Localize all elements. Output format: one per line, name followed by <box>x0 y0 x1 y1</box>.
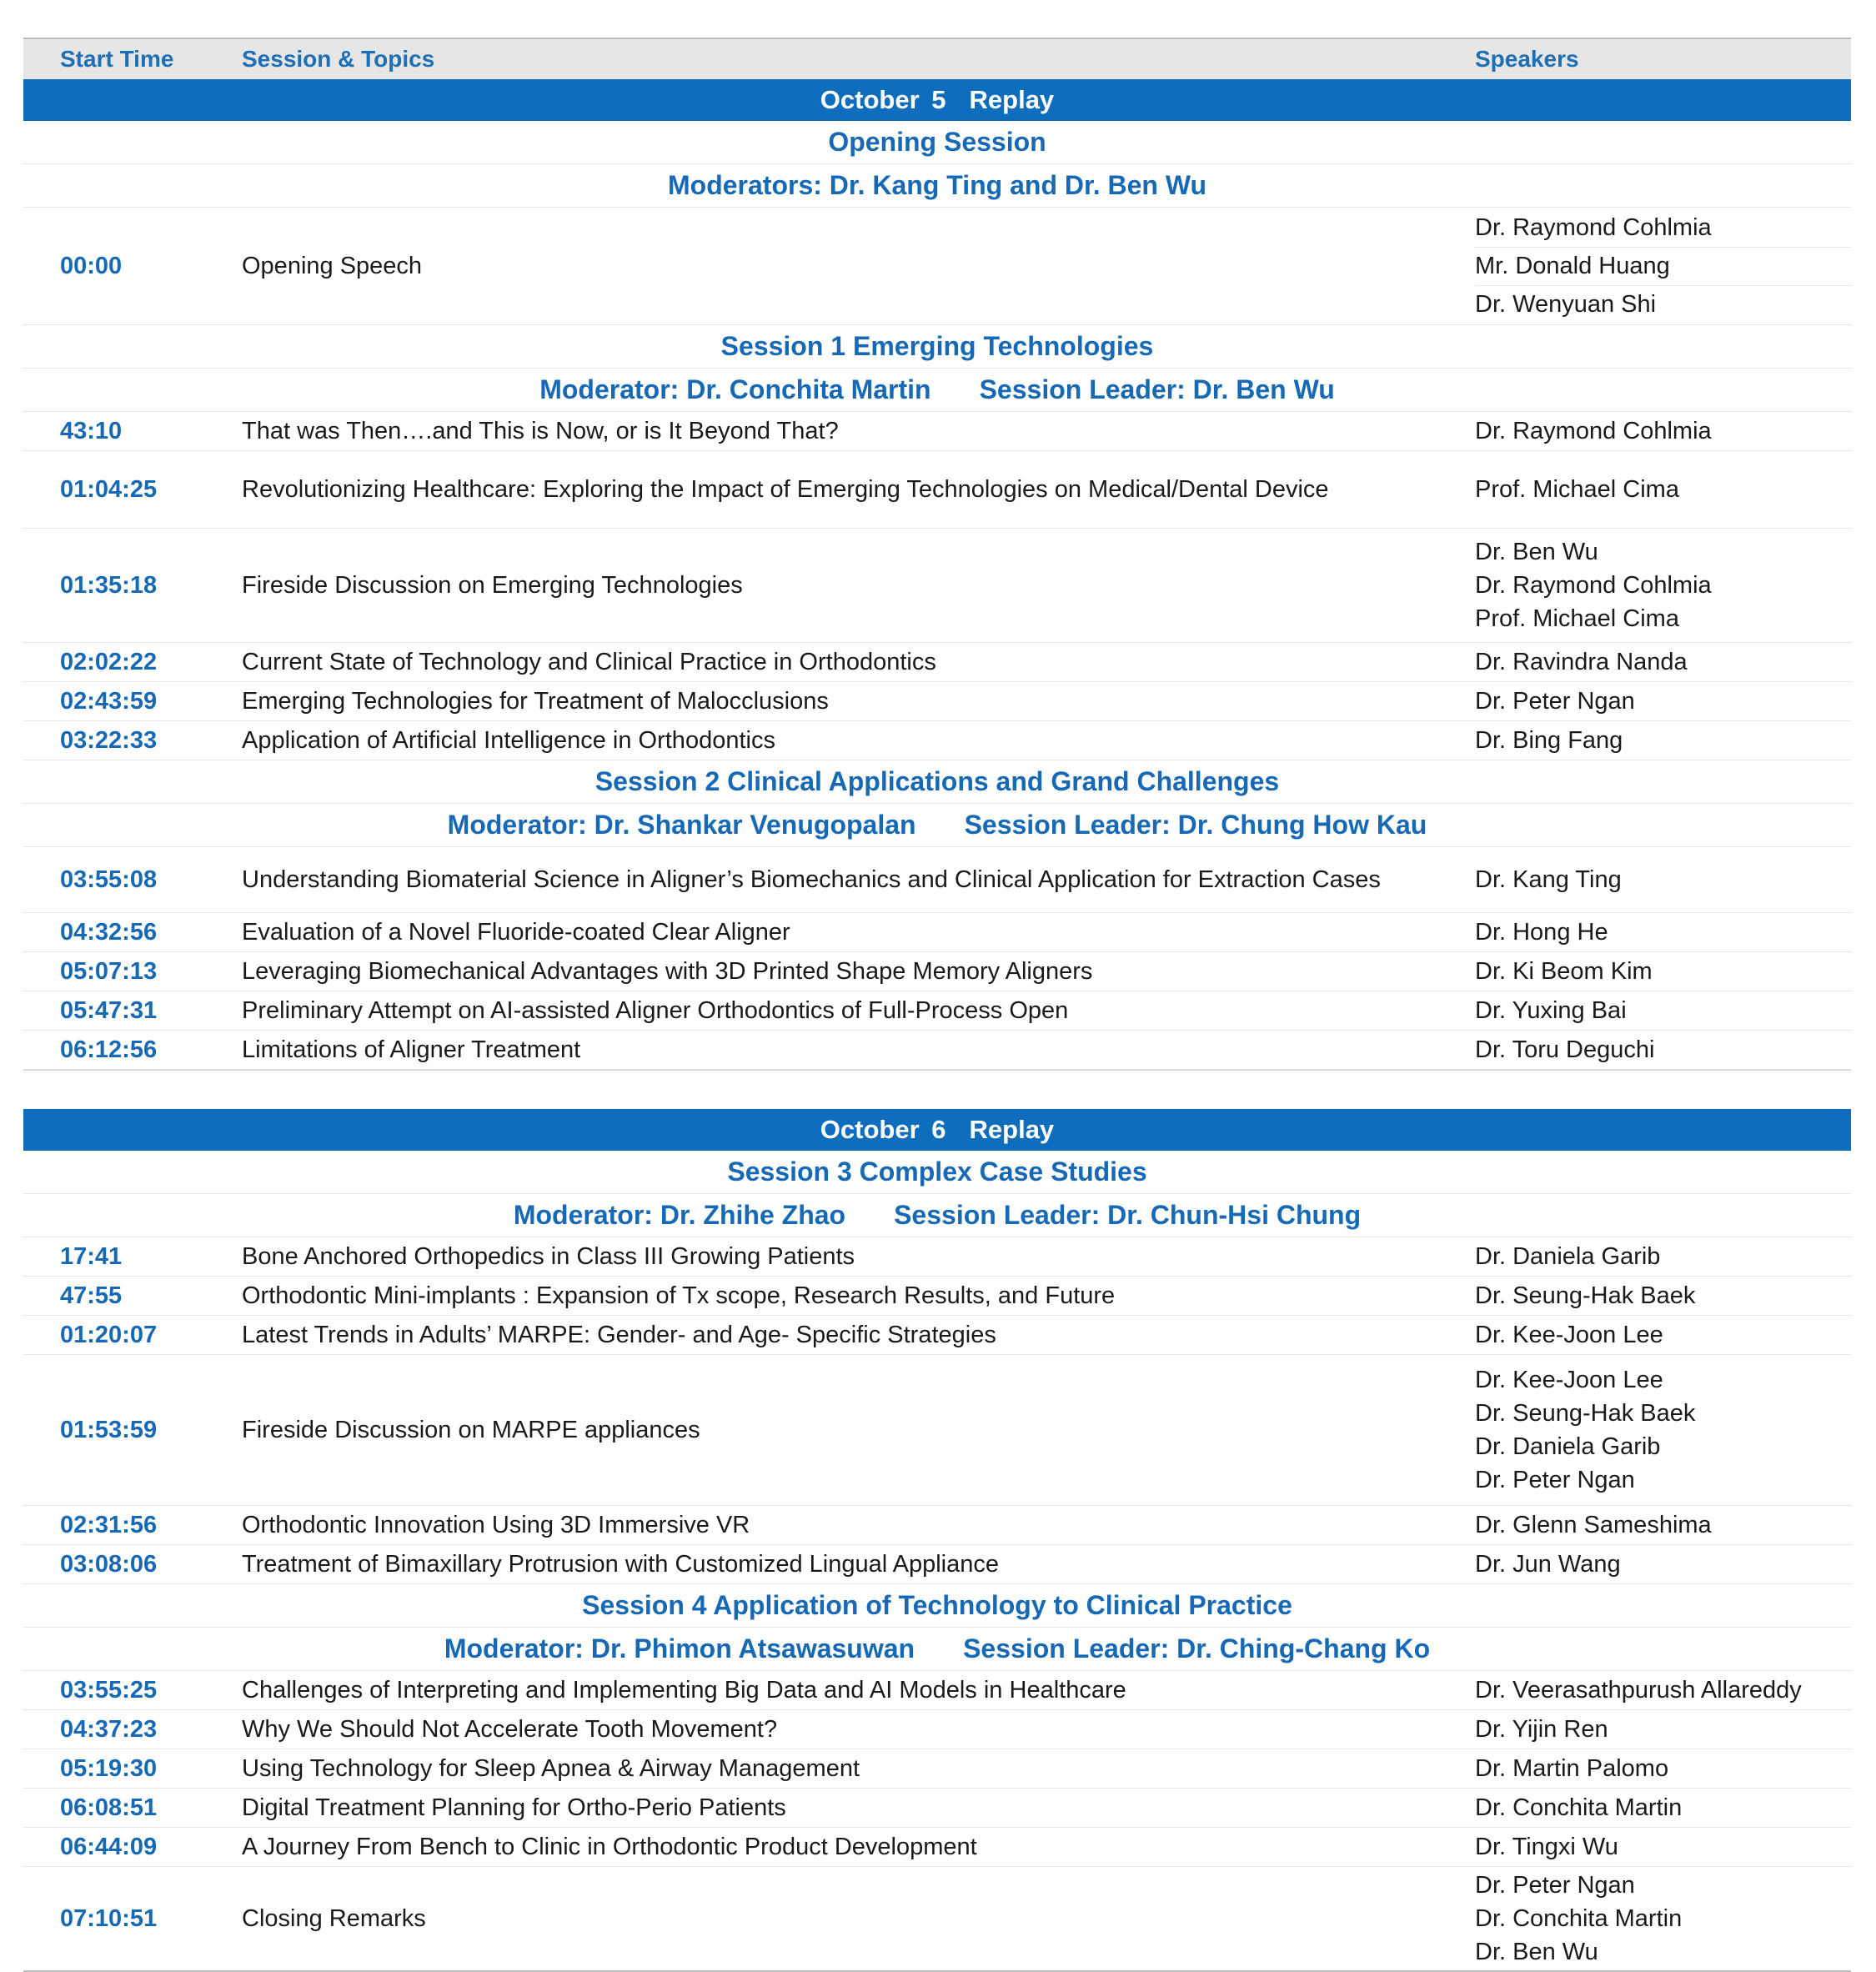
topic-title: Preliminary Attempt on AI-assisted Aligner Orthodontics of Full-Process Open <box>242 996 1069 1024</box>
speaker-name: Dr. Tingxi Wu <box>1475 1834 1618 1860</box>
topic-title: Orthodontic Mini-implants : Expansion of Tx scope, Research Results, and Future <box>242 1282 1116 1309</box>
speaker-name: Dr. Kang Ting <box>1475 866 1622 893</box>
speaker-list <box>1475 1033 1851 1066</box>
speaker-name: Mr. Donald Huang <box>1475 248 1851 286</box>
topic-title: Why We Should Not Accelerate Tooth Movement? <box>242 1715 778 1743</box>
speaker-list <box>1475 1752 1851 1785</box>
moderator-label: Session Leader: Dr. Chun-Hsi Chung <box>894 1200 1362 1230</box>
speaker-list <box>1475 1791 1851 1824</box>
speaker-name: Dr. Raymond Cohlmia <box>1475 209 1851 248</box>
table-row <box>23 1749 1851 1789</box>
speaker-list <box>1475 1363 1851 1497</box>
table-row <box>23 1031 1851 1070</box>
session-moderators <box>23 1628 1851 1671</box>
speaker-name: Dr. Kee-Joon Lee <box>1475 1322 1663 1348</box>
table-row <box>23 991 1851 1031</box>
speaker-list <box>1475 685 1851 718</box>
speaker-list <box>1475 1673 1851 1707</box>
table-row <box>23 529 1851 643</box>
table-row <box>23 1671 1851 1710</box>
start-time: 05:47:31 <box>60 996 158 1024</box>
speaker-list <box>1475 1508 1851 1542</box>
speaker-list <box>1475 209 1851 324</box>
topic-title: Limitations of Aligner Treatment <box>242 1036 581 1063</box>
speaker-name: Dr. Peter Ngan <box>1475 688 1635 715</box>
column-header-speakers: Speakers <box>1475 46 1579 72</box>
day-label: Replay <box>969 85 1055 114</box>
topic-title: Bone Anchored Orthopedics in Class III Growing Patients <box>242 1242 855 1270</box>
moderator-label: Session Leader: Dr. Chung How Kau <box>964 810 1427 840</box>
start-time: 03:55:08 <box>60 866 158 893</box>
start-time: 01:04:25 <box>60 475 158 503</box>
moderator-label: Moderator: Dr. Shankar Venugopalan <box>447 810 916 840</box>
start-time: 02:02:22 <box>60 648 158 675</box>
day-label: Replay <box>969 1115 1055 1144</box>
start-time: 03:08:06 <box>60 1550 158 1578</box>
start-time: 47:55 <box>60 1282 123 1309</box>
table-row <box>23 1316 1851 1355</box>
moderator-label: Moderator: Dr. Zhihe Zhao <box>513 1200 846 1230</box>
table-row <box>23 1789 1851 1828</box>
speaker-list <box>1475 955 1851 988</box>
start-time: 02:31:56 <box>60 1511 158 1538</box>
speaker-name: Dr. Jun Wang <box>1475 1551 1621 1578</box>
topic-title: Orthodontic Innovation Using 3D Immersive VR <box>242 1511 750 1538</box>
start-time: 04:32:56 <box>60 918 158 946</box>
speaker-name: Dr. Yuxing Bai <box>1475 997 1627 1024</box>
speaker-list <box>1475 994 1851 1027</box>
table-row <box>23 721 1851 760</box>
table-header <box>23 38 1851 79</box>
speaker-name: Dr. Bing Fang <box>1475 727 1623 754</box>
speaker-name: Dr. Raymond Cohlmia <box>1475 418 1712 444</box>
speaker-list <box>1475 645 1851 679</box>
start-time: 05:07:13 <box>60 957 158 985</box>
speaker-list <box>1475 1240 1851 1273</box>
start-time: 43:10 <box>60 417 123 444</box>
table-row <box>23 1237 1851 1277</box>
speaker-list <box>1475 916 1851 949</box>
moderator-label: Moderator: Dr. Conchita Martin <box>539 374 931 404</box>
table-row <box>23 412 1851 451</box>
table-row <box>23 1277 1851 1316</box>
schedule-body <box>23 79 1851 1972</box>
topic-title: That was Then….and This is Now, or is It Beyond That? <box>242 417 839 444</box>
topic-title: Revolutionizing Healthcare: Exploring the Impact of Emerging Technologies on Medical/Dental Device <box>242 475 1329 503</box>
topic-title: Using Technology for Sleep Apnea & Airway Management <box>242 1754 860 1782</box>
speaker-name: Dr. Hong He <box>1475 919 1608 946</box>
topic-title: Evaluation of a Novel Fluoride-coated Clear Aligner <box>242 918 790 946</box>
speaker-list <box>1475 1830 1851 1864</box>
speaker-name: Dr. Glenn Sameshima <box>1475 1512 1712 1538</box>
speaker-name: Dr. Peter Ngan <box>1475 1467 1635 1493</box>
speaker-list <box>1475 535 1851 635</box>
schedule-table <box>23 38 1851 1972</box>
speaker-name: Dr. Ravindra Nanda <box>1475 649 1688 675</box>
speaker-name: Dr. Daniela Garib <box>1475 1243 1661 1270</box>
speaker-name: Dr. Yijin Ren <box>1475 1716 1608 1743</box>
day-banner <box>23 1109 1851 1151</box>
table-row <box>23 682 1851 721</box>
speaker-name: Dr. Seung-Hak Baek <box>1475 1282 1696 1309</box>
day-spacer <box>23 1070 1851 1109</box>
column-header-session-topics: Session & Topics <box>242 46 435 72</box>
table-row <box>23 952 1851 991</box>
table-row <box>23 1545 1851 1584</box>
start-time: 06:44:09 <box>60 1833 158 1860</box>
moderator-label: Session Leader: Dr. Ben Wu <box>979 374 1335 404</box>
start-time: 03:55:25 <box>60 1676 158 1704</box>
speaker-name: Dr. Ben Wu <box>1475 1939 1598 1965</box>
topic-title: Opening Speech <box>242 252 423 279</box>
speaker-name: Prof. Michael Cima <box>1475 605 1679 632</box>
session-moderators <box>23 164 1851 208</box>
speaker-name: Dr. Peter Ngan <box>1475 1872 1635 1899</box>
table-row <box>23 208 1851 325</box>
topic-title: Leveraging Biomechanical Advantages with 3D Printed Shape Memory Aligners <box>242 957 1093 985</box>
moderator-label: Session Leader: Dr. Ching-Chang Ko <box>963 1633 1431 1663</box>
session-moderators <box>23 369 1851 412</box>
table-row <box>23 1355 1851 1506</box>
day-date: October 5 <box>820 85 946 114</box>
table-row <box>23 643 1851 682</box>
table-row <box>23 1506 1851 1545</box>
topic-title: Understanding Biomaterial Science in Aligner’s Biomechanics and Clinical Application for Extraction Cases <box>242 866 1381 893</box>
topic-title: Fireside Discussion on Emerging Technologies <box>242 571 743 599</box>
topic-title: Current State of Technology and Clinical Practice in Orthodontics <box>242 648 936 675</box>
table-row <box>23 847 1851 913</box>
start-time: 00:00 <box>60 252 123 279</box>
start-time: 06:12:56 <box>60 1036 158 1063</box>
speaker-list <box>1475 414 1851 448</box>
topic-title: A Journey From Bench to Clinic in Orthodontic Product Development <box>242 1833 977 1860</box>
speaker-list <box>1475 863 1851 896</box>
speaker-name: Dr. Wenyuan Shi <box>1475 290 1657 318</box>
speaker-name: Dr. Kee-Joon Lee <box>1475 1367 1663 1393</box>
start-time: 05:19:30 <box>60 1754 158 1782</box>
table-row <box>23 451 1851 529</box>
topic-title: Digital Treatment Planning for Ortho-Perio Patients <box>242 1794 786 1821</box>
moderator-label: Moderator: Dr. Phimon Atsawasuwan <box>444 1633 915 1663</box>
speaker-name: Dr. Martin Palomo <box>1475 1755 1669 1782</box>
speaker-name: Dr. Raymond Cohlmia <box>1475 572 1712 599</box>
speaker-name: Dr. Veerasathpurush Allareddy <box>1475 1677 1802 1704</box>
start-time: 02:43:59 <box>60 687 158 715</box>
speaker-name: Dr. Conchita Martin <box>1475 1794 1683 1821</box>
session-moderators <box>23 804 1851 847</box>
speaker-list <box>1475 1869 1851 1969</box>
column-header-start-time: Start Time <box>60 46 174 72</box>
start-time: 01:53:59 <box>60 1416 158 1443</box>
start-time: 06:08:51 <box>60 1794 158 1821</box>
table-row <box>23 913 1851 952</box>
speaker-name: Dr. Seung-Hak Baek <box>1475 1400 1696 1427</box>
moderator-label: Moderators: Dr. Kang Ting and Dr. Ben Wu <box>668 170 1206 200</box>
speaker-name: Dr. Conchita Martin <box>1475 1905 1683 1932</box>
start-time: 03:22:33 <box>60 726 158 754</box>
session-title: Session 4 Application of Technology to Clinical Practice <box>23 1584 1851 1628</box>
speaker-name: Prof. Michael Cima <box>1475 476 1679 503</box>
session-title: Session 1 Emerging Technologies <box>23 325 1851 369</box>
session-title: Opening Session <box>23 121 1851 164</box>
session-title: Session 2 Clinical Applications and Grand Challenges <box>23 760 1851 804</box>
speaker-name: Dr. Daniela Garib <box>1475 1433 1661 1460</box>
topic-title: Latest Trends in Adults’ MARPE: Gender- and Age- Specific Strategies <box>242 1321 996 1348</box>
day-date: October 6 <box>820 1115 946 1144</box>
start-time: 01:20:07 <box>60 1321 158 1348</box>
topic-title: Fireside Discussion on MARPE appliances <box>242 1416 700 1443</box>
start-time: 17:41 <box>60 1242 123 1270</box>
speaker-list <box>1475 1548 1851 1581</box>
day-banner <box>23 79 1851 121</box>
speaker-list <box>1475 724 1851 757</box>
table-row <box>23 1828 1851 1867</box>
session-title: Session 3 Complex Case Studies <box>23 1151 1851 1194</box>
table-row <box>23 1710 1851 1749</box>
topic-title: Treatment of Bimaxillary Protrusion with Customized Lingual Appliance <box>242 1550 1000 1578</box>
topic-title: Emerging Technologies for Treatment of Malocclusions <box>242 687 829 715</box>
table-row <box>23 1867 1851 1972</box>
topic-title: Closing Remarks <box>242 1904 426 1932</box>
start-time: 07:10:51 <box>60 1904 158 1932</box>
topic-title: Challenges of Interpreting and Implementing Big Data and AI Models in Healthcare <box>242 1676 1126 1704</box>
speaker-name: Dr. Ki Beom Kim <box>1475 958 1653 985</box>
start-time: 01:35:18 <box>60 571 158 599</box>
topic-title: Application of Artificial Intelligence in Orthodontics <box>242 726 775 754</box>
session-moderators <box>23 1194 1851 1237</box>
speaker-name: Dr. Ben Wu <box>1475 539 1598 565</box>
speaker-name: Dr. Toru Deguchi <box>1475 1036 1655 1063</box>
speaker-list <box>1475 1713 1851 1746</box>
speaker-list <box>1475 473 1851 506</box>
speaker-list <box>1475 1318 1851 1352</box>
start-time: 04:37:23 <box>60 1715 158 1743</box>
speaker-list <box>1475 1279 1851 1312</box>
